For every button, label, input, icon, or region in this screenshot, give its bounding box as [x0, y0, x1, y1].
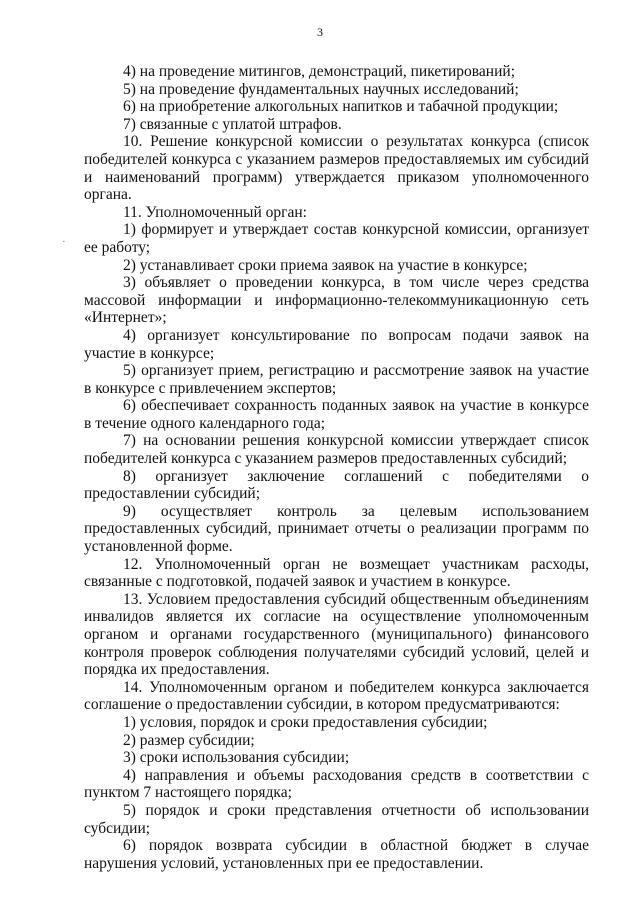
paragraph-14-5: 5) порядок и сроки представления отчетности об использовании субсидии; [84, 801, 589, 837]
paragraph-11-4: 4) организует консультирование по вопросам подачи заявок на участие в конкурсе; [84, 326, 589, 362]
paragraph-11-2: 2) устанавливает сроки приема заявок на участие в конкурсе; [123, 256, 528, 274]
paragraph-11-1: 1) формирует и утверждает состав конкурсной комиссии, организует ее работу; [84, 221, 589, 256]
paragraph-10-commission-decision: 10. Решение конкурсной комиссии о результатах конкурса (список победителей конкурса с указанием размеров предоставляемых им субсидий и наименований программ) утверждается приказом уполномоченного органа. [84, 133, 589, 204]
paragraph-11-9: 9) осуществляет контроль за целевым использованием предоставленных субсидий, принимает отчеты о реализации программ по установленной форме. [84, 502, 589, 556]
margin-mark: · [62, 236, 66, 248]
paragraph-11-authorized-body: 11. Уполномоченный орган: [123, 203, 307, 221]
paragraph-11-3: 3) объявляет о проведении конкурса, в том числе через средства массовой информации и информационно-телекоммуникационную сеть «Интернет»; [84, 274, 589, 327]
paragraph-12: 12. Уполномоченный орган не возмещает участникам расходы, связанные с подготовкой, подачей заявок и участием в конкурсе. [84, 555, 589, 591]
paragraph-13: 13. Условием предоставления субсидий общественным объединениям инвалидов является их согласие на осуществление уполномоченным органом и органами государственного (муниципального) финансового контроля проверок соблюдения получателями субсидий условий, целей и порядка их предоставления. [84, 590, 589, 679]
paragraph-14-6: 6) порядок возврата субсидии в областной бюджет в случае нарушения условий, установленных при ее предоставлении. [84, 837, 589, 872]
paragraph-item-6-alcohol: 6) на приобретение алкогольных напитков и табачной продукции; [123, 98, 559, 116]
paragraph-11-7: 7) на основании решения конкурсной комиссии утверждает список победителей конкурса с указанием размеров предоставленных субсидий; [84, 432, 589, 468]
paragraph-14-1: 1) условия, порядок и сроки предоставления субсидии; [123, 713, 488, 731]
document-body [84, 63, 589, 872]
paragraph-item-4-rallies: 4) на проведение митингов, демонстраций, пикетирований; [123, 63, 515, 80]
paragraph-11-5: 5) организует прием, регистрацию и рассмотрение заявок на участие в конкурсе с привлечением экспертов; [84, 362, 589, 397]
paragraph-14-4: 4) направления и объемы расходования средств в соответствии с пунктом 7 настоящего порядка; [84, 766, 589, 802]
page-number: 3 [317, 25, 323, 39]
paragraph-item-5-research: 5) на проведение фундаментальных научных исследований; [123, 80, 519, 98]
paragraph-14-2: 2) размер субсидии; [123, 731, 255, 749]
paragraph-11-8: 8) организует заключение соглашений с победителями о предоставлении субсидий; [84, 467, 589, 503]
paragraph-14-3: 3) сроки использования субсидии; [123, 749, 350, 767]
paragraph-item-7-fines: 7) связанные с уплатой штрафов. [123, 115, 342, 133]
paragraph-11-6: 6) обеспечивает сохранность поданных заявок на участие в конкурсе в течение одного календарного года; [84, 397, 589, 432]
paragraph-14: 14. Уполномоченным органом и победителем конкурса заключается соглашение о предоставлении субсидии, в котором предусматриваются: [84, 678, 589, 714]
